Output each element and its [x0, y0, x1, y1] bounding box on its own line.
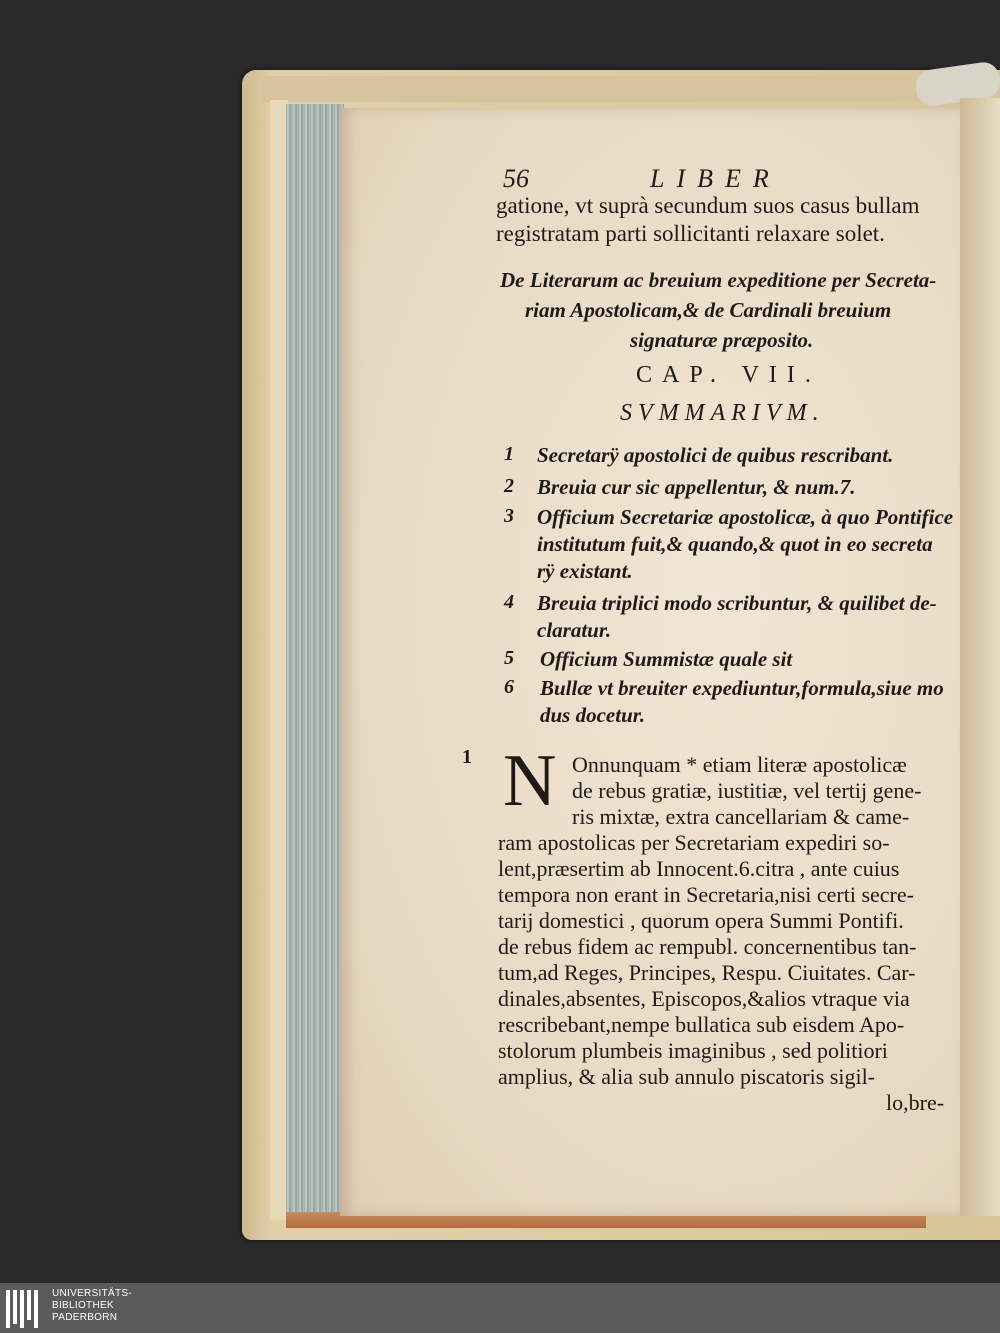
summary-number-3: 3: [504, 505, 514, 527]
chapter-heading-line-2: riam Apostolicam,& de Cardinali breuium: [525, 298, 892, 322]
summary-item-4-line-1: Breuia triplici modo scribuntur, & quilibet de-: [537, 591, 937, 615]
body-line-1: Onnunquam * etiam literæ apostolicæ: [572, 752, 907, 777]
summary-number-6: 6: [504, 676, 514, 698]
body-line-5: lent,præsertim ab Innocent.6.citra , ante cuius: [498, 856, 900, 881]
body-line-6: tempora non erant in Secretaria,nisi certi secre-: [498, 882, 914, 907]
catchword: lo,bre-: [886, 1090, 945, 1115]
summary-title: SVMMARIVM.: [620, 400, 825, 426]
library-name-line-2: BIBLIOTHEK: [52, 1300, 114, 1311]
summary-number-2: 2: [504, 475, 514, 497]
facing-page-edge: [960, 98, 1000, 1216]
summary-number-1: 1: [504, 443, 514, 465]
chapter-number: CAP. VII.: [636, 362, 821, 388]
carryover-line-2: registratam parti sollicitanti relaxare solet.: [496, 221, 885, 246]
chapter-heading-line-1: De Literarum ac breuium expeditione per Secreta-: [500, 268, 937, 292]
summary-number-5: 5: [504, 647, 514, 669]
library-footer-bar: [0, 1283, 1000, 1333]
body-line-7: tarij domestici , quorum opera Summi Pontifi.: [498, 908, 904, 933]
body-line-2: de rebus gratiæ, iustitiæ, vel tertij gene-: [572, 778, 922, 803]
summary-item-4-line-2: claratur.: [537, 618, 612, 642]
body-line-12: stolorum plumbeis imaginibus , sed politiori: [498, 1038, 888, 1063]
summary-item-5-line-1: Officium Summistæ quale sit: [540, 647, 793, 671]
body-line-8: de rebus fidem ac rempubl. concernentibus tan-: [498, 934, 917, 959]
body-line-3: ris mixtæ, extra cancellariam & came-: [572, 804, 910, 829]
body-line-13: amplius, & alia sub annulo piscatoris sigil-: [498, 1064, 876, 1089]
summary-number-4: 4: [504, 591, 514, 613]
body-line-10: dinales,absentes, Episcopos,&alios vtraque via: [498, 986, 910, 1011]
summary-item-2-line-1: Breuia cur sic appellentur, & num.7.: [537, 475, 856, 499]
library-name: [52, 1288, 132, 1324]
drop-cap: N: [503, 740, 557, 822]
summary-item-3-line-2: institutum fuit,& quando,& quot in eo secreta: [537, 532, 933, 556]
running-title: LIBER: [650, 164, 781, 193]
summary-item-3-line-1: Officium Secretariæ apostolicæ, à quo Pontifice: [537, 505, 954, 529]
summary-item-6-line-1: Bullæ vt breuiter expediuntur,formula,siue mo: [540, 676, 944, 700]
library-name-line-3: PADERBORN: [52, 1312, 118, 1323]
summary-item-6-line-2: dus docetur.: [540, 703, 646, 727]
library-name-line-1: UNIVERSITÄTS-: [52, 1288, 133, 1299]
chapter-heading-line-3: signaturæ præposito.: [630, 328, 814, 352]
library-logo-icon: [6, 1290, 44, 1328]
body-line-4: ram apostolicas per Secretariam expediri so-: [498, 830, 890, 855]
margin-number: 1: [462, 746, 472, 768]
carryover-line-1: gatione, vt suprà secundum suos casus bullam: [496, 193, 920, 218]
body-line-11: rescribebant,nempe bullatica sub eisdem Apo-: [498, 1012, 905, 1037]
summary-item-1-line-1: Secretarÿ apostolici de quibus rescribant.: [537, 443, 894, 467]
page-number: 56: [503, 164, 529, 193]
book-cover-top: [262, 76, 1000, 102]
body-line-9: tum,ad Reges, Principes, Respu. Ciuitates. Car-: [498, 960, 916, 985]
page-edges: [286, 104, 344, 1216]
summary-item-3-line-3: rÿ existant.: [537, 559, 633, 583]
